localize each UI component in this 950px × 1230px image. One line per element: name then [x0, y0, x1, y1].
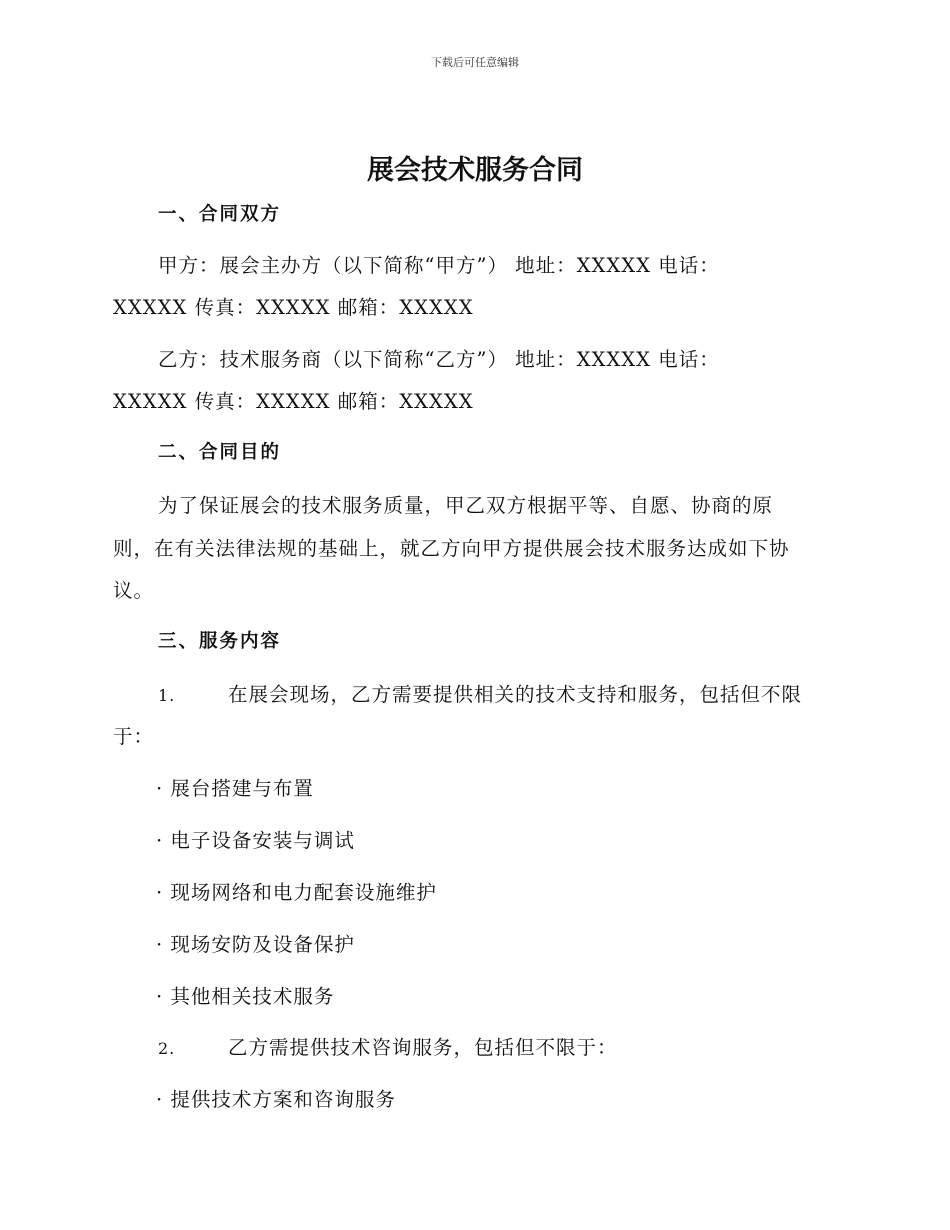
bullet-item: · 展台搭建与布置 — [156, 777, 314, 800]
party-a-line-2: XXXXX 传真：XXXXX 邮箱：XXXXX — [113, 296, 474, 319]
header-note: 下载后可任意编辑 — [431, 56, 519, 69]
party-a-line-1: 甲方：展会主办方（以下简称“甲方”） 地址：XXXXX 电话： — [158, 254, 720, 277]
bullet-item: · 电子设备安装与调试 — [156, 829, 355, 852]
section-heading-purpose: 二、合同目的 — [158, 442, 282, 463]
service-item-2-number: 2. — [158, 1039, 176, 1058]
section-heading-parties: 一、合同双方 — [158, 204, 282, 225]
service-item-1-number: 1. — [158, 686, 176, 705]
bullet-item: · 其他相关技术服务 — [156, 985, 335, 1008]
service-item-1-line-2: 于： — [113, 725, 155, 748]
party-b-line-2: XXXXX 传真：XXXXX 邮箱：XXXXX — [113, 390, 474, 413]
bullet-item: · 现场安防及设备保护 — [156, 933, 355, 956]
section-heading-services: 三、服务内容 — [158, 631, 282, 652]
bullet-item: · 现场网络和电力配套设施维护 — [156, 881, 437, 904]
bullet-item: · 提供技术方案和咨询服务 — [156, 1088, 396, 1111]
purpose-line-1: 为了保证展会的技术服务质量，甲乙双方根据平等、自愿、协商的原 — [158, 494, 774, 517]
service-item-2 — [158, 1032, 618, 1060]
service-item-2-text: 乙方需提供技术咨询服务，包括但不限于： — [228, 1036, 618, 1059]
purpose-line-3: 议。 — [113, 579, 155, 602]
purpose-line-2: 则，在有关法律法规的基础上，就乙方向甲方提供展会技术服务达成如下协 — [113, 537, 790, 560]
service-item-1 — [158, 679, 802, 707]
service-item-1-text: 在展会现场，乙方需要提供相关的技术支持和服务，包括但不限 — [228, 683, 803, 706]
document-title: 展会技术服务合同 — [367, 155, 583, 186]
party-b-line-1: 乙方：技术服务商（以下简称“乙方”） 地址：XXXXX 电话： — [158, 348, 720, 371]
